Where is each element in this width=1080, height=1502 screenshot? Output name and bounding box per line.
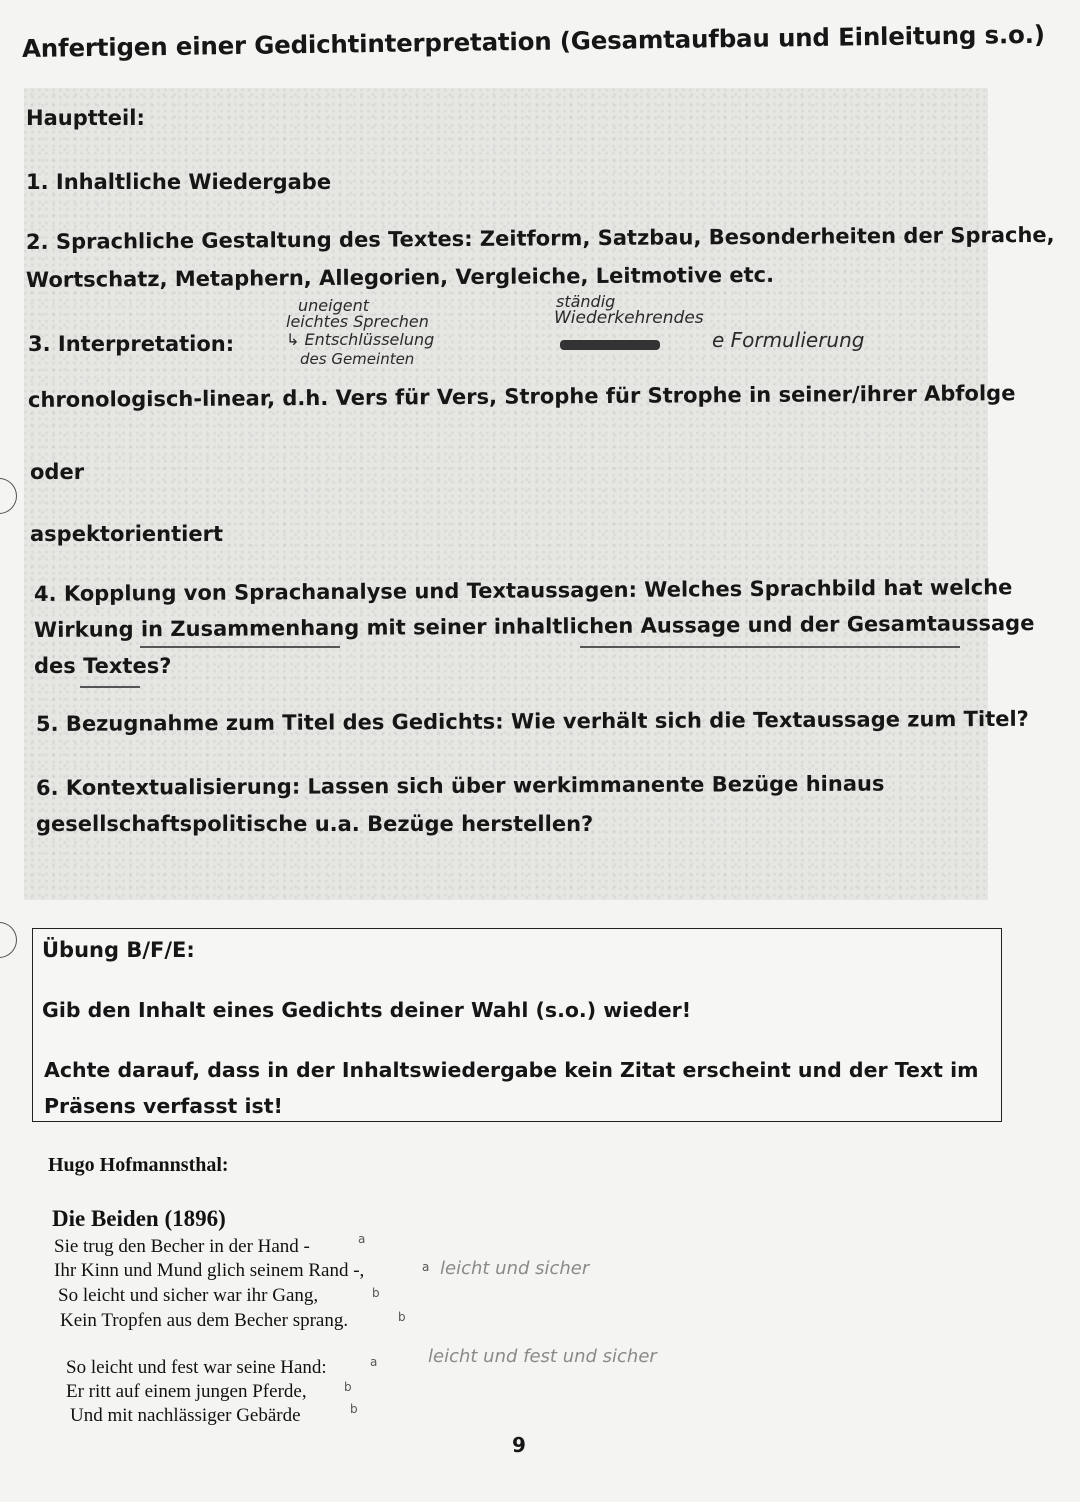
punch-hole	[0, 922, 17, 958]
exercise-title: Übung B/F/E:	[42, 938, 195, 962]
poem-verse: Kein Tropfen aus dem Becher sprang.	[60, 1310, 349, 1331]
rhyme-mark: b	[350, 1402, 358, 1416]
item-6-line-2: gesellschaftspolitische u.a. Bezüge herstellen?	[36, 812, 594, 836]
poem-verse: So leicht und sicher war ihr Gang,	[58, 1285, 319, 1306]
poem-verse: Ihr Kinn und Mund glich seinem Rand -,	[54, 1260, 365, 1281]
rhyme-mark: a	[422, 1260, 430, 1274]
crossed-out-scribble	[560, 340, 660, 350]
pencil-underline	[80, 686, 140, 688]
exercise-note-line-1: Achte darauf, dass in der Inhaltswiedergabe kein Zitat erscheint und der Text im	[44, 1058, 979, 1082]
poem-verse: Sie trug den Becher in der Hand -	[54, 1236, 310, 1257]
pencil-underline	[140, 646, 340, 648]
page-title: Anfertigen einer Gedichtinterpretation (Gesamtaufbau und Einleitung s.o.)	[21, 19, 1045, 63]
rhyme-mark: b	[344, 1380, 352, 1394]
item-4-line-1: 4. Kopplung von Sprachanalyse und Textaussagen: Welches Sprachbild hat welche	[33, 575, 1013, 606]
handwritten-note-right-2: Wiederkehrendes	[554, 308, 704, 328]
handwritten-note-right-3: e Formulierung	[712, 328, 865, 352]
handwritten-note-left-4: des Gemeinten	[300, 350, 415, 368]
handwritten-margin-note: leicht und sicher	[440, 1258, 590, 1279]
rhyme-mark: b	[398, 1310, 406, 1324]
exercise-note-line-2: Präsens verfasst ist!	[44, 1094, 283, 1118]
pencil-underline	[580, 646, 960, 648]
section-heading: Hauptteil:	[26, 106, 145, 130]
handwritten-note-left-1: uneigent	[298, 296, 369, 315]
punch-hole	[0, 478, 17, 514]
page-number: 9	[512, 1433, 526, 1457]
chronological-text: chronologisch-linear, d.h. Vers für Vers, Strophe für Strophe in seiner/ihrer Abfolge	[27, 381, 1016, 412]
rhyme-mark: b	[372, 1286, 380, 1300]
item-4-line-3: des Textes?	[34, 654, 172, 678]
or-text: oder	[30, 460, 85, 484]
poem-verse: Er ritt auf einem jungen Pferde,	[66, 1381, 307, 1402]
rhyme-mark: a	[370, 1355, 378, 1369]
item-5: 5. Bezugnahme zum Titel des Gedichts: Wie verhält sich die Textaussage zum Titel?	[35, 706, 1029, 736]
item-4-line-2: Wirkung in Zusammenhang mit seiner inhaltlichen Aussage und der Gesamtaussage	[33, 611, 1035, 642]
exercise-task: Gib den Inhalt eines Gedichts deiner Wahl (s.o.) wieder!	[42, 998, 692, 1022]
aspect-text: aspektorientiert	[30, 522, 223, 546]
item-2-line-1: 2. Sprachliche Gestaltung des Textes: Zeitform, Satzbau, Besonderheiten der Sprache,	[25, 222, 1055, 254]
handwritten-note-left-3: ↳ Entschlüsselung	[286, 330, 435, 349]
poem-verse: So leicht und fest war seine Hand:	[66, 1357, 327, 1378]
handwritten-margin-note: leicht und fest und sicher	[428, 1346, 657, 1367]
poem-author: Hugo Hofmannsthal:	[48, 1154, 229, 1176]
handwritten-note-left-2: leichtes Sprechen	[286, 312, 429, 331]
item-6-line-1: 6. Kontextualisierung: Lassen sich über werkimmanente Bezüge hinaus	[35, 771, 885, 800]
handwritten-note-right-1: ständig	[556, 292, 616, 311]
rhyme-mark: a	[358, 1232, 366, 1246]
poem-title: Die Beiden (1896)	[52, 1206, 226, 1231]
item-1: 1. Inhaltliche Wiedergabe	[26, 170, 332, 194]
poem-verse: Und mit nachlässiger Gebärde	[70, 1405, 301, 1426]
item-3: 3. Interpretation:	[28, 332, 235, 356]
item-2-line-2: Wortschatz, Metaphern, Allegorien, Vergleiche, Leitmotive etc.	[25, 262, 775, 292]
